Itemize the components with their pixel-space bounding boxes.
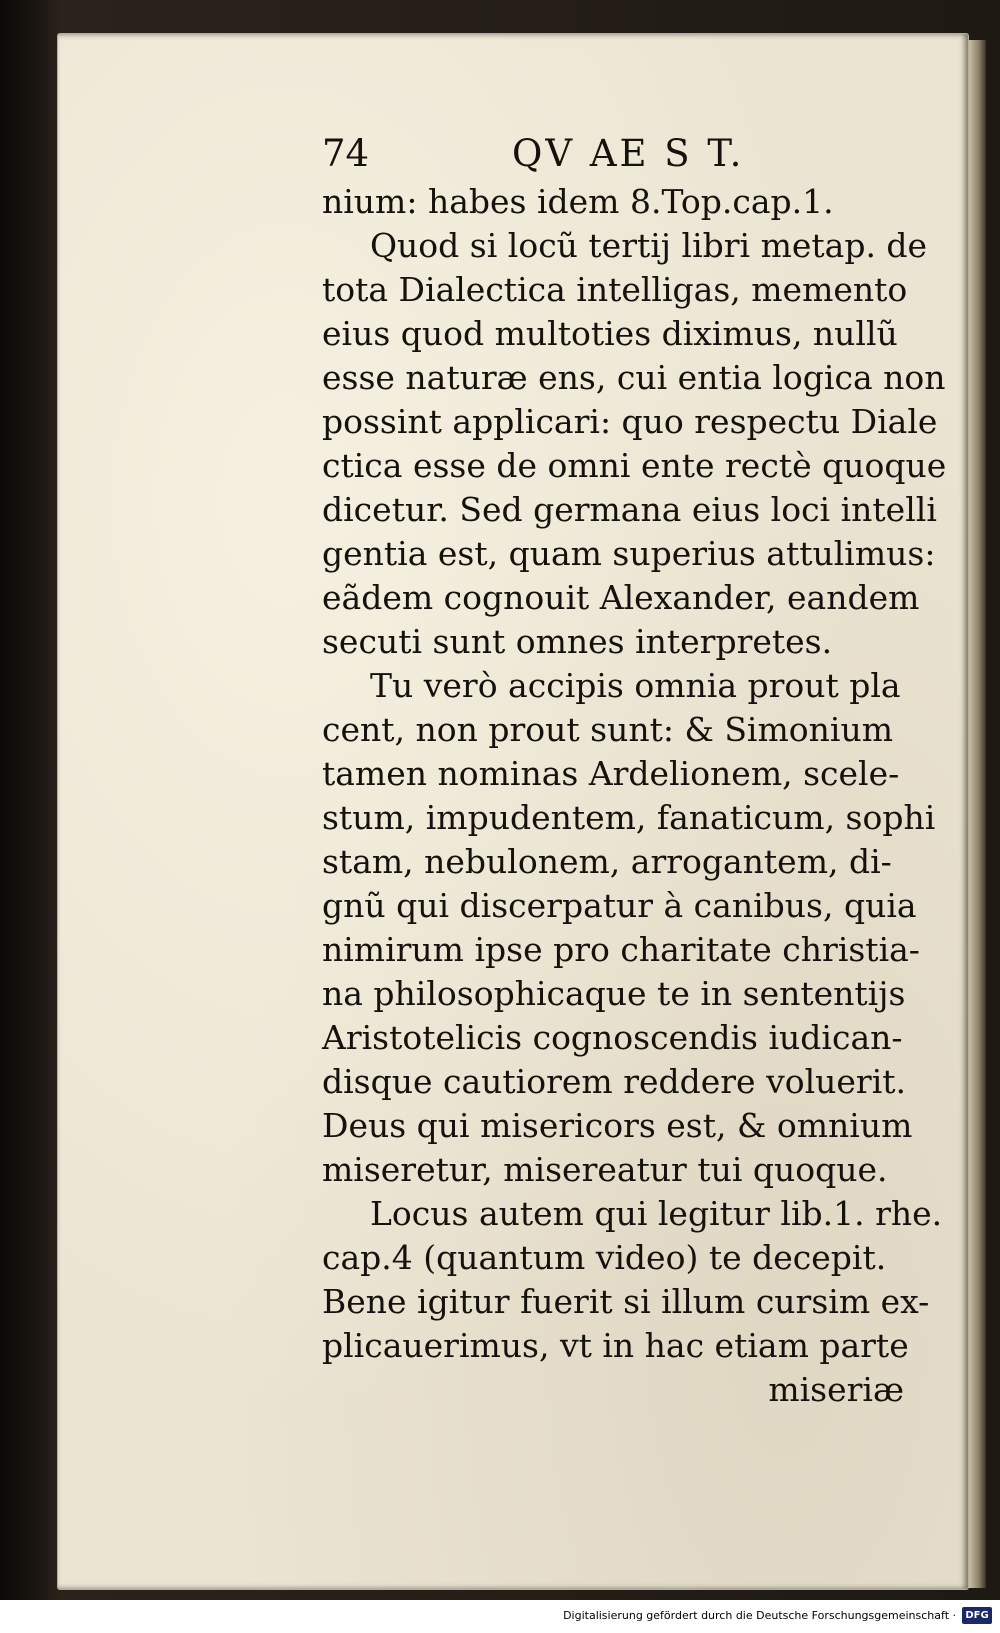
text-line: cent, non prout sunt: & Simonium bbox=[322, 710, 893, 749]
text-line: cap.4 (quantum video) te decepit. bbox=[322, 1238, 887, 1277]
paragraph bbox=[322, 1192, 943, 1368]
paragraph bbox=[322, 224, 947, 664]
text-line: Bene igitur fuerit si illum cursim ex- bbox=[322, 1282, 930, 1321]
text-line: stam, nebulonem, arrogantem, di- bbox=[322, 842, 892, 881]
text-line: Locus autem qui legitur lib.1. rhe. bbox=[370, 1194, 943, 1233]
running-head bbox=[322, 128, 932, 180]
digitization-footer bbox=[0, 1600, 1000, 1633]
text-line: eius quod multoties diximus, nullũ bbox=[322, 314, 898, 353]
text-line: tota Dialectica intelligas, memento bbox=[322, 270, 908, 309]
text-line: disque cautiorem reddere voluerit. bbox=[322, 1062, 906, 1101]
text-line: Aristotelicis cognoscendis iudican- bbox=[322, 1018, 903, 1057]
text-line: Tu verò accipis omnia prout pla bbox=[370, 666, 901, 705]
footer-credit: Digitalisierung gefördert durch die Deutsche Forschungsgemeinschaft · bbox=[563, 1609, 956, 1622]
text-line: miseretur, misereatur tui quoque. bbox=[322, 1150, 888, 1189]
dfg-logo: DFG bbox=[962, 1607, 992, 1624]
header-title: QV AE S T. bbox=[512, 132, 745, 175]
text-line: Quod si locũ tertij libri metap. de bbox=[370, 226, 928, 265]
text-line: ctica esse de omni ente rectè quoque bbox=[322, 446, 947, 485]
text-line: stum, impudentem, fanaticum, sophi bbox=[322, 798, 936, 837]
text-line: Deus qui misericors est, & omnium bbox=[322, 1106, 913, 1145]
text-line: tamen nominas Ardelionem, scele- bbox=[322, 754, 900, 793]
page-text bbox=[322, 128, 947, 1412]
text-line: nium: habes idem 8.Top.cap.1. bbox=[322, 182, 834, 221]
text-line: plicauerimus, vt in hac etiam parte bbox=[322, 1326, 909, 1365]
text-line: gentia est, quam superius attulimus: bbox=[322, 534, 936, 573]
catchword: miseriæ bbox=[768, 1370, 904, 1409]
text-line: na philosophicaque te in sententijs bbox=[322, 974, 906, 1013]
page-number: 74 bbox=[322, 132, 370, 175]
paragraph bbox=[322, 664, 936, 1192]
text-line: eãdem cognouit Alexander, eandem bbox=[322, 578, 920, 617]
text-line: secuti sunt omnes interpretes. bbox=[322, 622, 833, 661]
body-text bbox=[322, 180, 947, 1368]
book-edge bbox=[968, 40, 986, 1588]
text-line: esse naturæ ens, cui entia logica non bbox=[322, 358, 946, 397]
text-line: possint applicari: quo respectu Diale bbox=[322, 402, 938, 441]
text-line: gnũ qui discerpatur à canibus, quia bbox=[322, 886, 917, 925]
text-line: nimirum ipse pro charitate christia- bbox=[322, 930, 920, 969]
paragraph bbox=[322, 180, 932, 224]
text-line: dicetur. Sed germana eius loci intelli bbox=[322, 490, 937, 529]
